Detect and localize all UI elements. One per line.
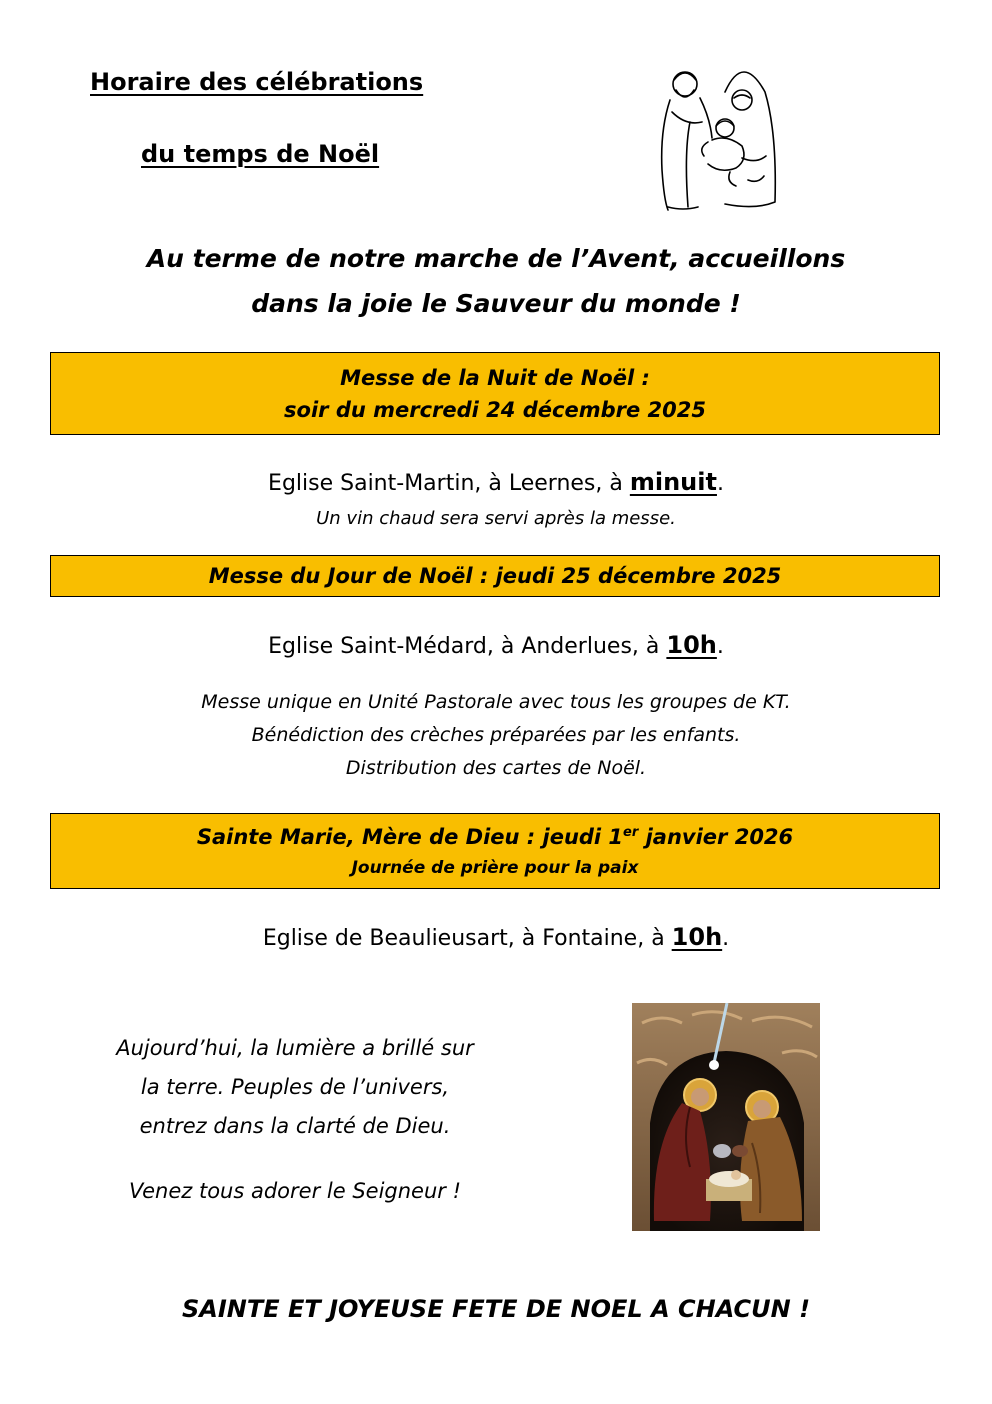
mass-notes xyxy=(0,686,992,785)
church-fontaine xyxy=(0,923,992,951)
mass-time: 10h xyxy=(671,923,723,951)
punctuation: . xyxy=(716,471,724,496)
ordinal-suffix: er xyxy=(623,825,639,840)
page-title-line1: Horaire des célébrations xyxy=(90,68,424,96)
note-line: Messe unique en Unité Pastorale avec tous les groupes de KT. xyxy=(201,691,791,713)
note-line: Distribution des cartes de Noël. xyxy=(345,757,647,779)
mary-mother-of-god-band xyxy=(50,813,940,889)
church-anderlues xyxy=(0,631,992,659)
holy-family-drawing xyxy=(630,62,780,214)
quote-closing: Venez tous adorer le Seigneur ! xyxy=(128,1179,461,1203)
nativity-icon-image xyxy=(632,1003,820,1231)
footer-greeting: SAINTE ET JOYEUSE FETE DE NOEL A CHACUN ! xyxy=(181,1295,811,1323)
punctuation: . xyxy=(716,634,724,659)
mass-time: minuit xyxy=(629,468,717,496)
band-title: Messe de la Nuit de Noël : xyxy=(340,366,650,390)
quote-line: la terre. Peuples de l’univers, xyxy=(140,1075,450,1099)
band-subtitle: Journée de prière pour la paix xyxy=(351,858,639,878)
intro-line1: Au terme de notre marche de l’Avent, accueillons xyxy=(146,244,846,273)
church-name: Eglise Saint-Médard, à Anderlues, à xyxy=(268,634,667,659)
church-leernes xyxy=(0,468,992,496)
christmas-night-mass-band xyxy=(50,352,940,435)
christmas-day-mass-band xyxy=(50,555,940,597)
mass-time: 10h xyxy=(666,631,717,659)
page-title-line2: du temps de Noël xyxy=(141,140,380,168)
punctuation: . xyxy=(722,926,730,951)
mass-note: Un vin chaud sera servi après la messe. xyxy=(316,508,676,529)
band-title-part: janvier 2026 xyxy=(638,825,794,849)
band-title-part: Sainte Marie, Mère de Dieu : jeudi 1 xyxy=(196,825,624,849)
band-date: soir du mercredi 24 décembre 2025 xyxy=(284,398,706,422)
quote-line: Aujourd’hui, la lumière a brillé sur xyxy=(116,1036,474,1060)
band-title: Messe du Jour de Noël : jeudi 25 décembre 2025 xyxy=(208,564,782,588)
band-title xyxy=(51,820,939,854)
christmas-quote xyxy=(60,1029,530,1146)
quote-line: entrez dans la clarté de Dieu. xyxy=(139,1114,451,1138)
church-name: Eglise de Beaulieusart, à Fontaine, à xyxy=(262,926,672,951)
note-line: Bénédiction des crèches préparées par les enfants. xyxy=(251,724,741,746)
church-name: Eglise Saint-Martin, à Leernes, à xyxy=(268,471,630,496)
intro-line2: dans la joie le Sauveur du monde ! xyxy=(251,289,741,318)
